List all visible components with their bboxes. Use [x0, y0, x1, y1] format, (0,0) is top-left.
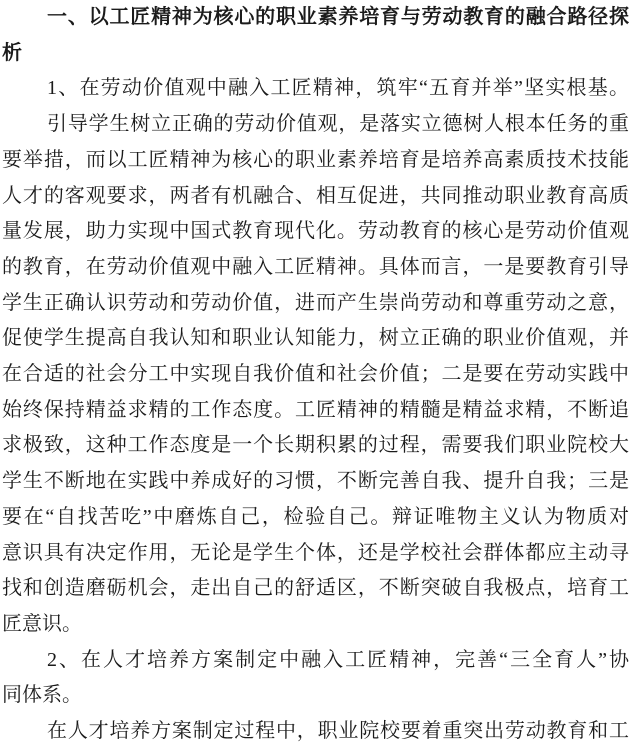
body-text-line: 的教育，在劳动价值观中融入工匠精神。具体而言，一是要教育引导 [2, 255, 629, 278]
body-text-line: 量发展，助力实现中国式教育现代化。劳动教育的核心是劳动价值观 [2, 220, 629, 243]
body-text-line: 在合适的社会分工中实现自我价值和社会价值；二是要在劳动实践中 [2, 363, 629, 386]
body-text-line: 同体系。 [2, 684, 82, 707]
body-text-line: 始终保持精益求精的工作态度。工匠精神的精髓是精益求精，不断追 [2, 398, 629, 421]
body-text-line: 意识具有决定作用，无论是学生个体，还是学校社会群体都应主动寻 [2, 541, 629, 564]
body-text-line: 匠意识。 [2, 612, 82, 635]
body-text-line: 1、在劳动价值观中融入工匠精神，筑牢“五育并举”坚实根基。 [47, 77, 629, 100]
body-text-line: 促使学生提高自我认知和职业认知能力，树立正确的职业价值观，并 [2, 327, 629, 350]
heading-line: 析 [2, 41, 22, 64]
body-text-line: 在人才培养方案制定过程中，职业院校要着重突出劳动教育和工 [47, 720, 629, 743]
body-text-line: 2、在人才培养方案制定中融入工匠精神，完善“三全育人”协 [47, 648, 629, 671]
body-text-line: 学生正确认识劳动和劳动价值，进而产生崇尚劳动和尊重劳动之意， [2, 291, 629, 314]
body-text-line: 人才的客观要求，两者有机融合、相互促进，共同推动职业教育高质 [2, 184, 629, 207]
body-text-line: 要在“自找苦吃”中磨炼自己，检验自己。辩证唯物主义认为物质对 [2, 505, 629, 528]
body-text-line: 求极致，这种工作态度是一个长期积累的过程，需要我们职业院校大 [2, 434, 629, 457]
heading-line: 一、以工匠精神为核心的职业素养培育与劳动教育的融合路径探 [47, 6, 629, 28]
body-text-line: 要举措，而以工匠精神为核心的职业素养培育是培养高素质技术技能 [2, 148, 629, 171]
body-text-line: 找和创造磨砺机会，走出自己的舒适区，不断突破自我极点，培育工 [2, 577, 629, 600]
body-text-line: 引导学生树立正确的劳动价值观，是落实立德树人根本任务的重 [47, 113, 629, 136]
body-text-line: 学生不断地在实践中养成好的习惯，不断完善自我、提升自我；三是 [2, 470, 629, 493]
